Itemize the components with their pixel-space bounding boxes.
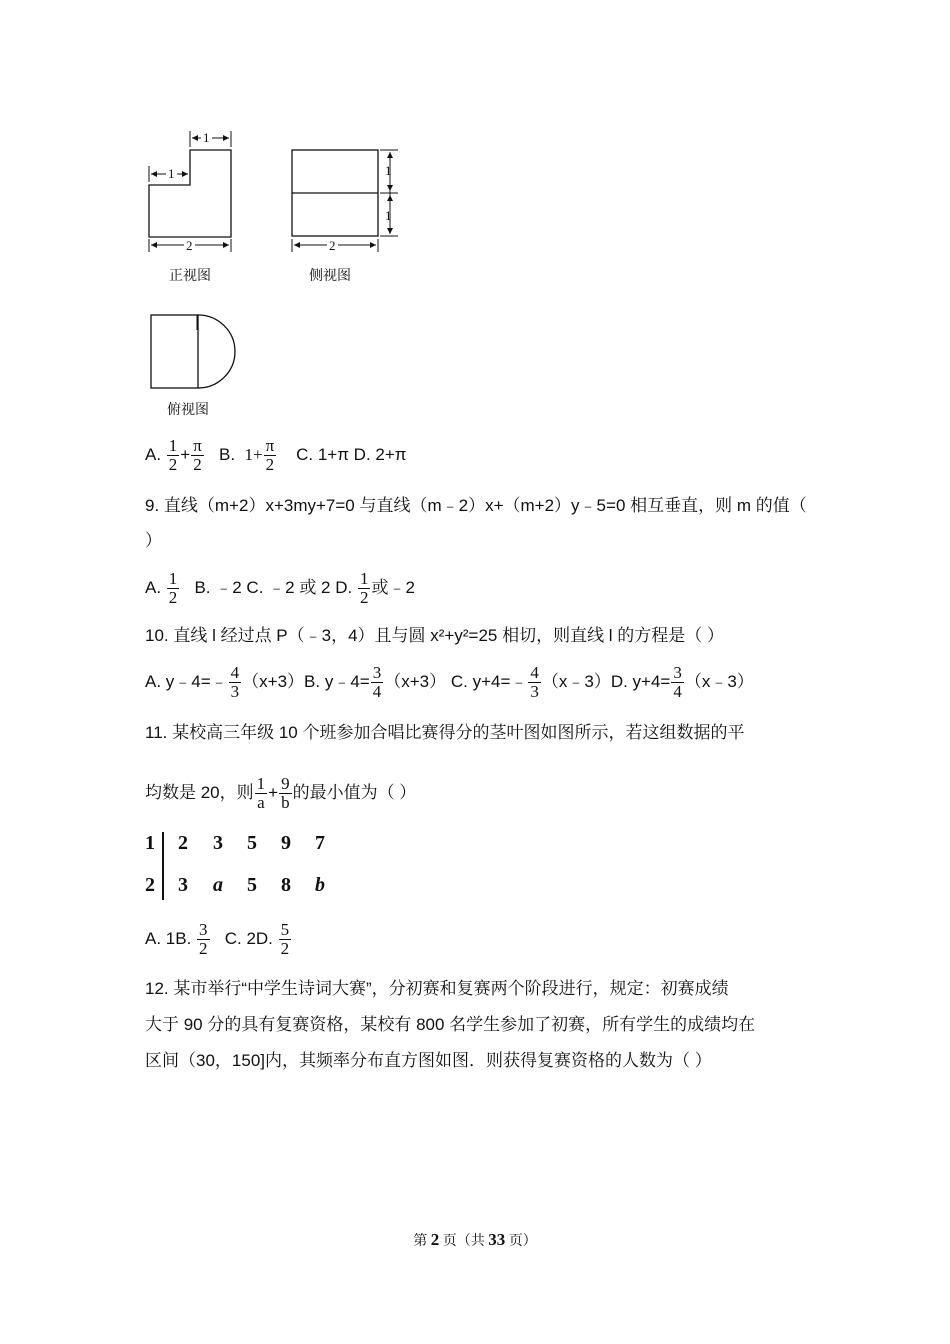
q9-a-frac: $\frac{1}{2}$	[168, 569, 178, 607]
page-total: 33	[488, 1230, 506, 1249]
q8-a-frac2: $\frac{\pi}{2}$	[193, 436, 202, 474]
q10-a-frac: $\frac{4}{3}$	[230, 663, 240, 701]
q12-line1: 12. 某市举行“中学生诗词大赛”，分初赛和复赛两个阶段进行，规定：初赛成绩	[145, 979, 729, 998]
q11-frac2: $\frac{9}{b}$	[281, 774, 290, 812]
dim-side-upper: 1	[385, 163, 392, 178]
q11-line2: 均数是 20，则 $\frac{1}{a}$ + $\frac{9}{b}$ 的最小值为（ ）	[145, 774, 417, 812]
q10-c-frac: $\frac{4}{3}$	[530, 663, 539, 701]
stem-row-2-leaf: 3	[178, 874, 188, 896]
q9-options: A. $\frac{1}{2}$ B. ﹣2 C. ﹣2 或 2 D. $\frac{1}{2}$ 或﹣2	[145, 569, 415, 607]
q8-a-frac1: $\frac{1}{2}$	[168, 436, 178, 474]
q8-a-prefix: A.	[145, 444, 162, 464]
stem-leaf-divider	[162, 832, 164, 900]
q8-b-frac: $\frac{\pi}{2}$	[265, 436, 275, 474]
stem-row-1-leaf: 7	[315, 832, 325, 854]
q11-line1: 11. 某校高三年级 10 个班参加合唱比赛得分的茎叶图如图所示，若这组数据的平	[145, 723, 745, 742]
q11-options: A. 1B. $\frac{3}{2}$ C. 2D. $\frac{5}{2}$	[145, 920, 290, 958]
stem-row-1-leaf: 5	[247, 832, 257, 854]
dim-front-bottom: 2	[186, 238, 193, 253]
stem-row-1-leaf: 2	[178, 832, 188, 854]
stem-row-2-stem: 2	[145, 874, 155, 896]
page-footer: 第 2 页（共 33 页）	[413, 1230, 537, 1249]
q8-b-prefix: B.	[219, 444, 236, 464]
stem-row-1-leaf: 9	[281, 832, 291, 854]
q12-line2: 大于 90 分的具有复赛资格，某校有 800 名学生参加了初赛，所有学生的成绩均在	[145, 1015, 756, 1034]
stem-row-2-leaf: a	[213, 874, 223, 896]
front-view-label: 正视图	[169, 267, 211, 283]
top-view-label: 俯视图	[167, 401, 209, 417]
stem-row-1-leaf: 3	[213, 832, 223, 854]
side-view-label: 侧视图	[309, 267, 351, 283]
q10-d-frac: $\frac{3}{4}$	[673, 663, 682, 701]
front-view-shape	[149, 150, 231, 237]
dim-side-lower: 1	[385, 208, 392, 223]
q12-line3: 区间（30，150]内，其频率分布直方图如图．则获得复赛资格的人数为（ ）	[145, 1051, 712, 1070]
q10-options: A. y﹣4=﹣ $\frac{4}{3}$ （x+3）B. y﹣4= $\frac{3}{4}$ （x+3） C. y+4=﹣ $\frac{4}{3}$ （x﹣3）D. y+4= $\frac{3}{4}$ （x﹣3）	[145, 663, 754, 701]
q10-line1: 10. 直线 l 经过点 P（﹣3，4）且与圆 x²+y²=25 相切，则直线 l 的方程是（ ）	[145, 626, 725, 645]
stem-row-1-stem: 1	[145, 832, 155, 854]
top-view-figure	[148, 312, 240, 392]
stem-row-2-leaf: b	[315, 874, 325, 896]
q11-frac1: $\frac{1}{a}$	[256, 774, 266, 812]
q8-cd-text: C. 1+π D. 2+π	[296, 444, 407, 464]
dim-side-bottom: 2	[329, 238, 336, 253]
dim-front-left: 1	[168, 166, 175, 181]
q9-line2: ）	[145, 531, 162, 550]
q11-d-frac: $\frac{5}{2}$	[280, 920, 290, 958]
stem-row-2-leaf: 8	[281, 874, 291, 896]
page-number: 2	[430, 1230, 440, 1249]
three-view-figure	[140, 125, 420, 330]
stem-row-2-leaf: 5	[247, 874, 257, 896]
q10-b-frac: $\frac{3}{4}$	[372, 663, 382, 701]
dim-front-top: 1	[203, 130, 210, 145]
q8-options: A. $\frac{1}{2}$ + $\frac{\pi}{2}$ B. 1+ $\frac{\pi}{2}$ C. 1+π D. 2+π	[145, 436, 407, 474]
q9-line1: 9. 直线（m+2）x+3my+7=0 与直线（m﹣2）x+（m+2）y﹣5=0 相互垂直，则 m 的值（	[145, 496, 807, 515]
q9-d-frac: $\frac{1}{2}$	[359, 569, 369, 607]
q11-b-frac: $\frac{3}{2}$	[199, 920, 208, 958]
